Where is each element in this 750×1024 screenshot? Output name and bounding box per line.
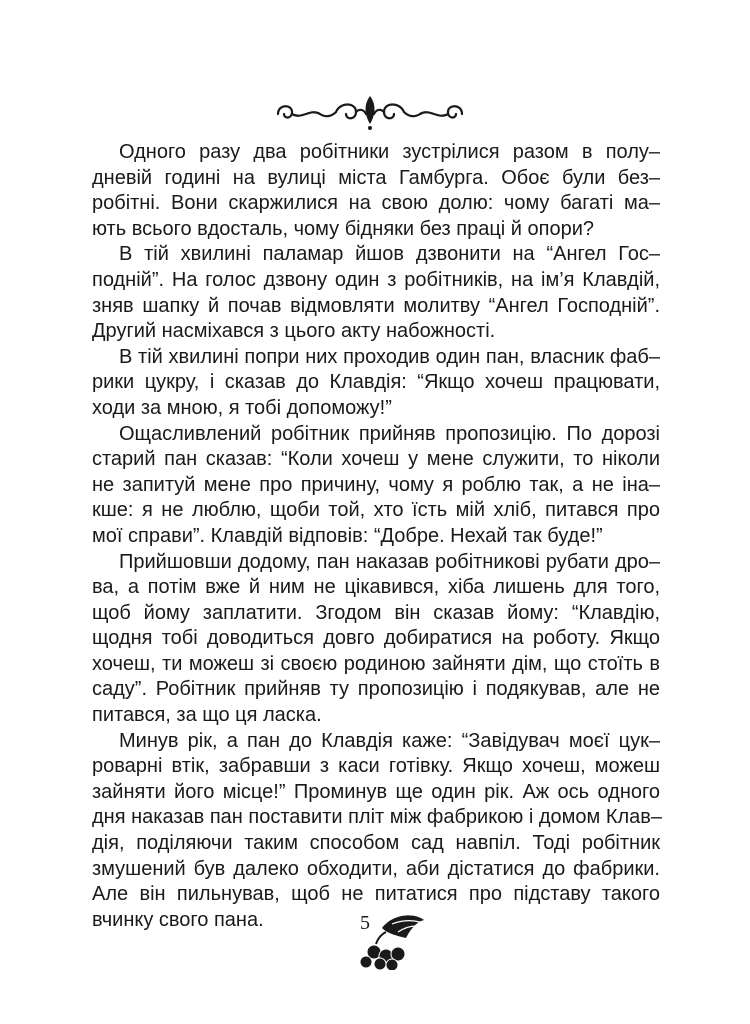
- text-line: дія, поділяючи таким способом сад навпіл. Тоді робітник: [92, 832, 660, 855]
- text-line: вчинку свого пана.: [92, 908, 264, 931]
- text-line: кше: я не люблю, щоби той, хто їсть мій хліб, питався про: [92, 499, 660, 522]
- text-line: Одного разу два робітники зустрілися разом в полу–: [119, 141, 660, 163]
- text-line: рики цукру, і сказав до Клавдія: “Якщо хочеш працювати,: [92, 371, 660, 394]
- text-line: дня наказав пан поставити пліт між фабрикою і домом Клав–: [92, 806, 663, 829]
- scroll-flourish-icon: [270, 92, 470, 132]
- text-line: подній”. На голос дзвону один з робітників, на ім’я Клавдій,: [92, 268, 660, 291]
- text-line: щодня тобі доводиться довго добиратися на роботу. Якщо: [92, 627, 660, 650]
- text-line: В тій хвилині попри них проходив один пан, власник фаб–: [119, 345, 660, 368]
- text-line: щоб йому заплатити. Згодом він сказав йому: “Клавдію,: [92, 601, 660, 624]
- text-line: питався, за що ця ласка.: [92, 704, 322, 727]
- text-line: зняв шапку й почав відмовляти молитву “Ангел Господній”.: [92, 294, 660, 317]
- text-line: мої справи”. Клавдій відповів: “Добре. Нехай так буде!”: [92, 524, 603, 547]
- text-line: Минув рік, а пан до Клавдія каже: “Завідувач моєї цук–: [119, 729, 660, 752]
- text-line: робітні. Вони скаржилися на свою долю: чому багаті ма–: [92, 192, 660, 215]
- text-line: ходи за мною, я тобі допоможу!”: [92, 396, 392, 419]
- text-line: Ощасливлений робітник прийняв пропозицію. По дорозі: [119, 422, 660, 445]
- text-line: не запитуй мене про причину, чому я роблю так, а не іна–: [92, 473, 660, 496]
- grape-leaf-icon: [352, 910, 432, 970]
- page-number: 5: [360, 912, 370, 934]
- text-line: старий пан сказав: “Коли хочеш у мене служити, то ніколи: [92, 448, 660, 471]
- text-line: хочеш, ти можеш зі своєю родиною зайняти дім, що стоїть в: [92, 652, 660, 675]
- text-line: зайняти його місце!” Проминув ще один рік. Аж ось одного: [92, 780, 660, 803]
- text-line: роварні втік, забравши з каси готівку. Якщо хочеш, можеш: [92, 755, 660, 778]
- body-text: [92, 140, 663, 933]
- text-line: Але він пильнував, щоб не питатися про підставу такого: [92, 883, 660, 906]
- text-line: Прийшовши додому, пан наказав робітникові рубати дро–: [119, 550, 660, 573]
- text-line: ють всього вдосталь, чому бідняки без праці й опори?: [92, 217, 595, 240]
- text-line: дневій годині на вулиці міста Гамбурга. Обоє були без–: [92, 166, 660, 189]
- text-line: В тій хвилині паламар йшов дзвонити на “Ангел Гос–: [119, 243, 660, 266]
- text-line: саду”. Робітник прийняв ту пропозицію і подякував, але не: [92, 678, 660, 701]
- text-line: Другий насміхався з цього акту набожності.: [92, 320, 496, 343]
- text-line: змушений був далеко обходити, аби дістатися до фабрики.: [92, 857, 660, 880]
- text-line: ва, а потім вже й ним не цікавився, хіба лишень для того,: [92, 576, 660, 599]
